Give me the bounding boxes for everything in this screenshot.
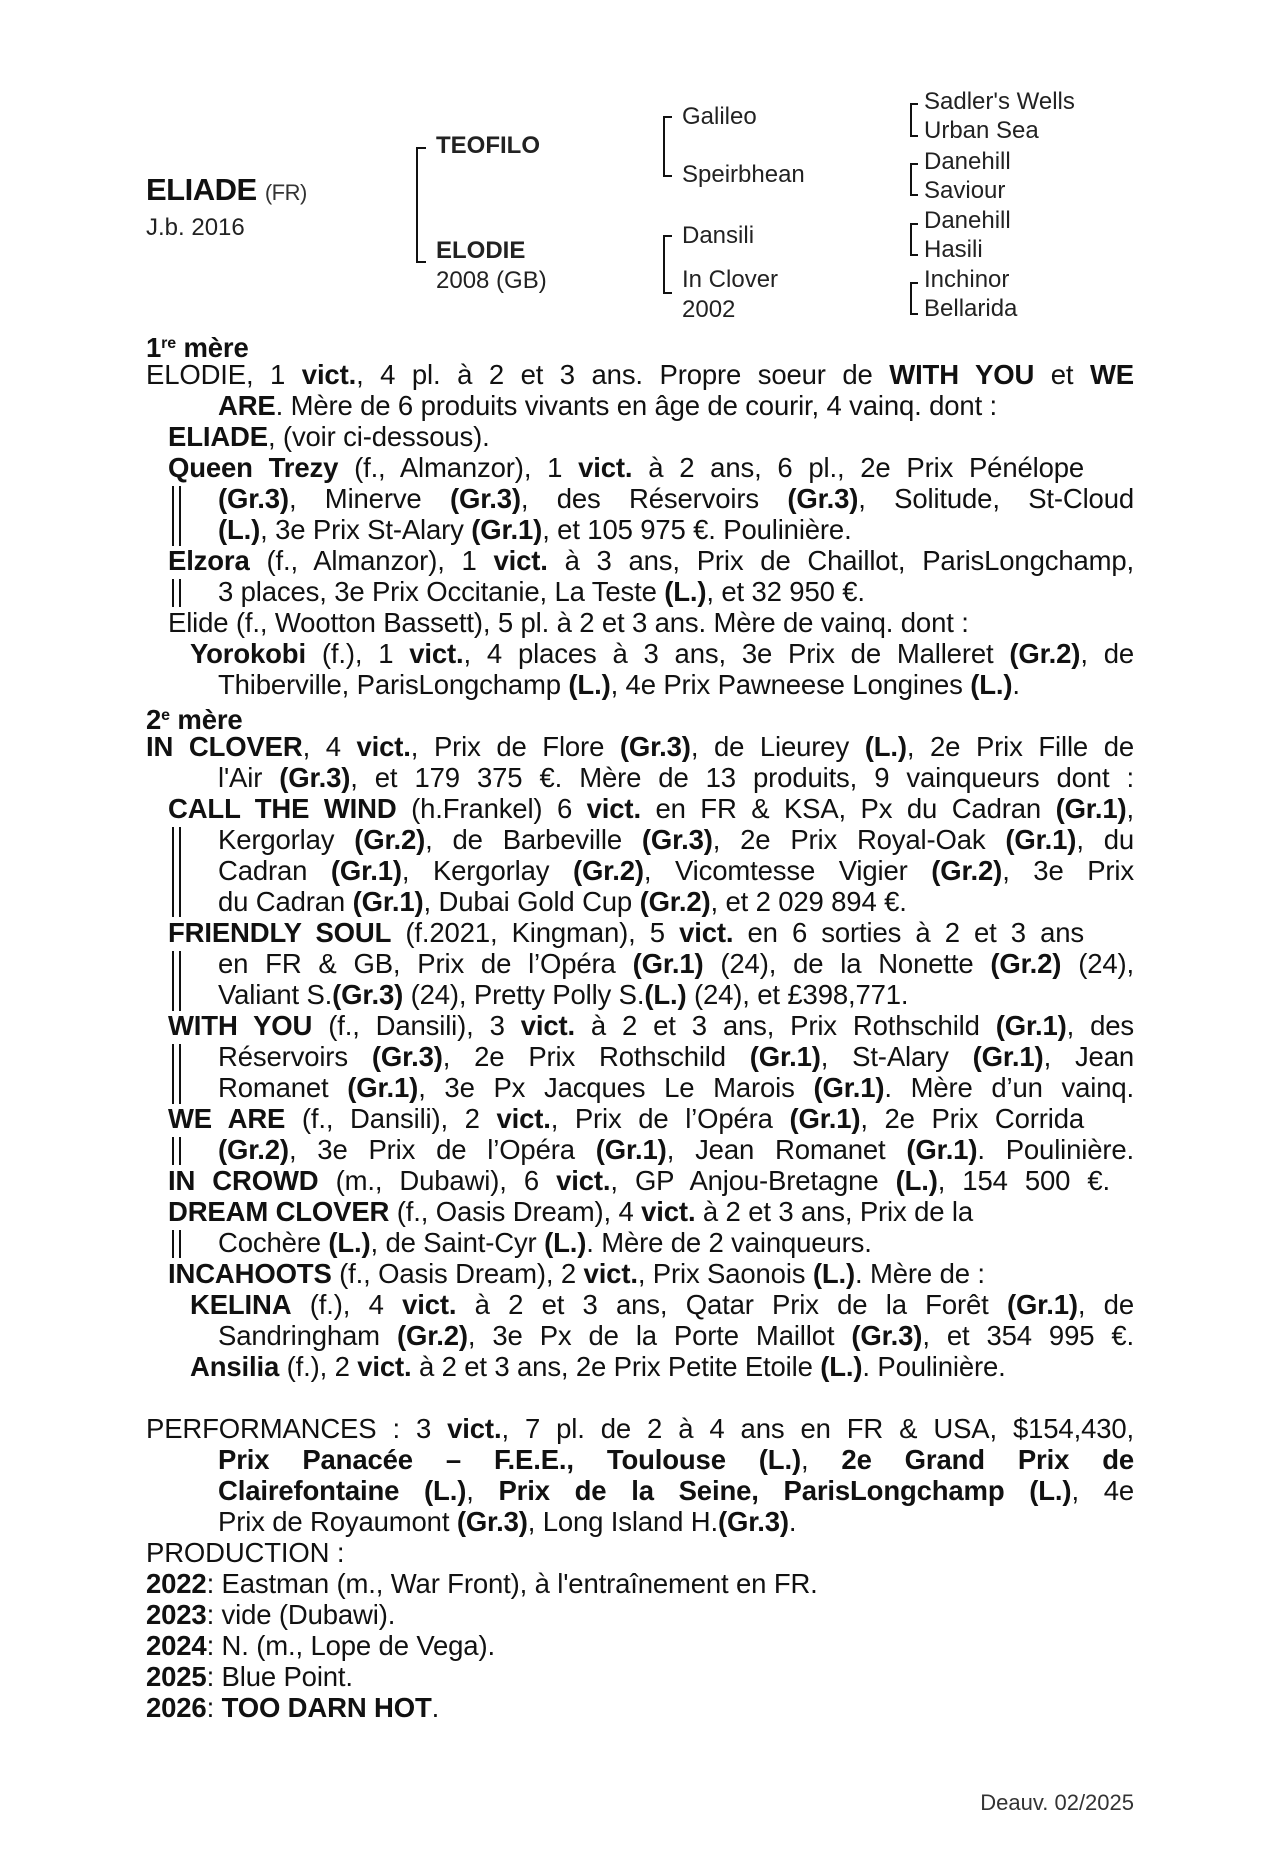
line-30: KELINA (f.), 4 vict. à 2 et 3 ans, Qatar Prix de la Forêt (Gr.1), de [190, 1289, 1134, 1320]
line-19: en FR & GB, Prix de l’Opéra (Gr.1) (24), de la Nonette (Gr.2) (24), [218, 948, 1134, 979]
gg-3: Danehill [924, 148, 1011, 175]
performances-line-3: Clairefontaine (L.), Prix de la Seine, ParisLongchamp (L.), 4e [218, 1475, 1134, 1506]
line-27: DREAM CLOVER (f., Oasis Dream), 4 vict. à 2 et 3 ans, Prix de la [168, 1196, 973, 1227]
line-5: (Gr.3), Minerve (Gr.3), des Réservoirs (Gr.3), Solitude, St-Cloud [218, 483, 1134, 514]
line-28: Cochère (L.), de Saint-Cyr (L.). Mère de 2 vainqueurs. [218, 1227, 872, 1258]
line-26: IN CROWD (m., Dubawi), 6 vict., GP Anjou-Bretagne (L.), 154 500 €. [168, 1165, 1110, 1196]
line-1: ELODIE, 1 vict., 4 pl. à 2 et 3 ans. Propre soeur de WITH YOU et WE [146, 359, 1134, 390]
production-2025: 2025: Blue Point. [146, 1661, 353, 1692]
bracket-parents [416, 147, 426, 263]
horse-name: ELIADE (FR) [146, 172, 307, 207]
performances-line-4: Prix de Royaumont (Gr.3), Long Island H.(Gr.3). [218, 1506, 797, 1537]
line-12: IN CLOVER, 4 vict., Prix de Flore (Gr.3), de Lieurey (L.), 2e Prix Fille de [146, 731, 1134, 762]
horse-country: (FR) [264, 180, 307, 205]
first-dam-heading: 1re mère [146, 332, 249, 363]
line-9: Elide (f., Wootton Bassett), 5 pl. à 2 et 3 ans. Mère de vainq. dont : [168, 607, 969, 638]
bracket-dam-parents [663, 235, 672, 294]
line-2: ARE. Mère de 6 produits vivants en âge de courir, 4 vainq. dont : [218, 390, 998, 421]
line-6: (L.), 3e Prix St-Alary (Gr.1), et 105 975 €. Poulinière. [218, 514, 852, 545]
line-13: l'Air (Gr.3), et 179 375 €. Mère de 13 produits, 9 vainqueurs dont : [218, 762, 1134, 793]
bracket-gg-3 [910, 223, 918, 256]
line-3: ELIADE, (voir ci-dessous). [168, 421, 490, 452]
progeny-bar-4 [172, 951, 181, 1011]
granddam-1: Speirbhean [682, 161, 805, 188]
line-7: Elzora (f., Almanzor), 1 vict. à 3 ans, Prix de Chaillot, ParisLongchamp, [168, 545, 1134, 576]
horse-descriptor: J.b. 2016 [146, 214, 245, 241]
line-17: du Cadran (Gr.1), Dubai Gold Cup (Gr.2), et 2 029 894 €. [218, 886, 907, 917]
grandsire-2: Dansili [682, 222, 755, 249]
progeny-bar-6 [172, 1137, 181, 1165]
line-14: CALL THE WIND (h.Frankel) 6 vict. en FR & KSA, Px du Cadran (Gr.1), [168, 793, 1134, 824]
progeny-bar-1 [172, 486, 181, 546]
bracket-gg-2 [910, 163, 918, 196]
production-2024: 2024: N. (m., Lope de Vega). [146, 1630, 495, 1661]
line-24: WE ARE (f., Dansili), 2 vict., Prix de l’Opéra (Gr.1), 2e Prix Corrida [168, 1103, 1084, 1134]
progeny-bar-2 [172, 579, 181, 607]
line-11: Thiberville, ParisLongchamp (L.), 4e Prix Pawneese Longines (L.). [218, 669, 1020, 700]
performances-line-2: Prix Panacée – F.E.E., Toulouse (L.), 2e Grand Prix de [218, 1444, 1134, 1475]
line-21: WITH YOU (f., Dansili), 3 vict. à 2 et 3 ans, Prix Rothschild (Gr.1), des [168, 1010, 1134, 1041]
progeny-bar-7 [172, 1230, 181, 1258]
production-2022: 2022: Eastman (m., War Front), à l'entraînement en FR. [146, 1568, 818, 1599]
line-8: 3 places, 3e Prix Occitanie, La Teste (L.), et 32 950 €. [218, 576, 865, 607]
production-2023: 2023: vide (Dubawi). [146, 1599, 396, 1630]
progeny-bar-3 [172, 827, 181, 917]
gg-2: Urban Sea [924, 117, 1039, 144]
line-32: Ansilia (f.), 2 vict. à 2 et 3 ans, 2e Prix Petite Etoile (L.). Poulinière. [190, 1351, 1006, 1382]
bracket-gg-4 [910, 282, 918, 315]
line-18: FRIENDLY SOUL (f.2021, Kingman), 5 vict. en 6 sorties à 2 et 3 ans [168, 917, 1084, 948]
gg-6: Hasili [924, 236, 983, 263]
dam-info: 2008 (GB) [436, 267, 547, 294]
production-2026: 2026: TOO DARN HOT. [146, 1692, 440, 1723]
line-20: Valiant S.(Gr.3) (24), Pretty Polly S.(L.) (24), et £398,771. [218, 979, 909, 1010]
gg-1: Sadler's Wells [924, 88, 1075, 115]
gg-8: Bellarida [924, 295, 1018, 322]
progeny-bar-5 [172, 1044, 181, 1104]
gg-4: Saviour [924, 177, 1006, 204]
production-heading: PRODUCTION : [146, 1537, 345, 1568]
granddam-2-year: 2002 [682, 296, 736, 323]
line-29: INCAHOOTS (f., Oasis Dream), 2 vict., Prix Saonois (L.). Mère de : [168, 1258, 985, 1289]
line-31: Sandringham (Gr.2), 3e Px de la Porte Maillot (Gr.3), et 354 995 €. [218, 1320, 1135, 1351]
bracket-gg-1 [910, 103, 918, 137]
dam-name: ELODIE [436, 237, 526, 264]
footer-sale-ref: Deauv. 02/2025 [980, 1790, 1134, 1815]
line-23: Romanet (Gr.1), 3e Px Jacques Le Marois (Gr.1). Mère d’un vainq. [218, 1072, 1135, 1103]
sire-name: TEOFILO [436, 132, 540, 159]
granddam-2: In Clover [682, 266, 779, 293]
line-15: Kergorlay (Gr.2), de Barbeville (Gr.3), 2e Prix Royal-Oak (Gr.1), du [218, 824, 1134, 855]
line-4: Queen Trezy (f., Almanzor), 1 vict. à 2 ans, 6 pl., 2e Prix Pénélope [168, 452, 1085, 483]
grandsire-1: Galileo [682, 103, 757, 130]
gg-5: Danehill [924, 207, 1011, 234]
bracket-sire-parents [663, 116, 672, 177]
line-16: Cadran (Gr.1), Kergorlay (Gr.2), Vicomtesse Vigier (Gr.2), 3e Prix [218, 855, 1134, 886]
line-25: (Gr.2), 3e Prix de l’Opéra (Gr.1), Jean Romanet (Gr.1). Poulinière. [218, 1134, 1135, 1165]
line-10: Yorokobi (f.), 1 vict., 4 places à 3 ans, 3e Prix de Malleret (Gr.2), de [190, 638, 1134, 669]
second-dam-heading: 2e mère [146, 704, 243, 735]
performances-line-1: PERFORMANCES : 3 vict., 7 pl. de 2 à 4 ans en FR & USA, $154,430, [146, 1413, 1134, 1444]
line-22: Réservoirs (Gr.3), 2e Prix Rothschild (Gr.1), St-Alary (Gr.1), Jean [218, 1041, 1134, 1072]
gg-7: Inchinor [924, 266, 1010, 293]
